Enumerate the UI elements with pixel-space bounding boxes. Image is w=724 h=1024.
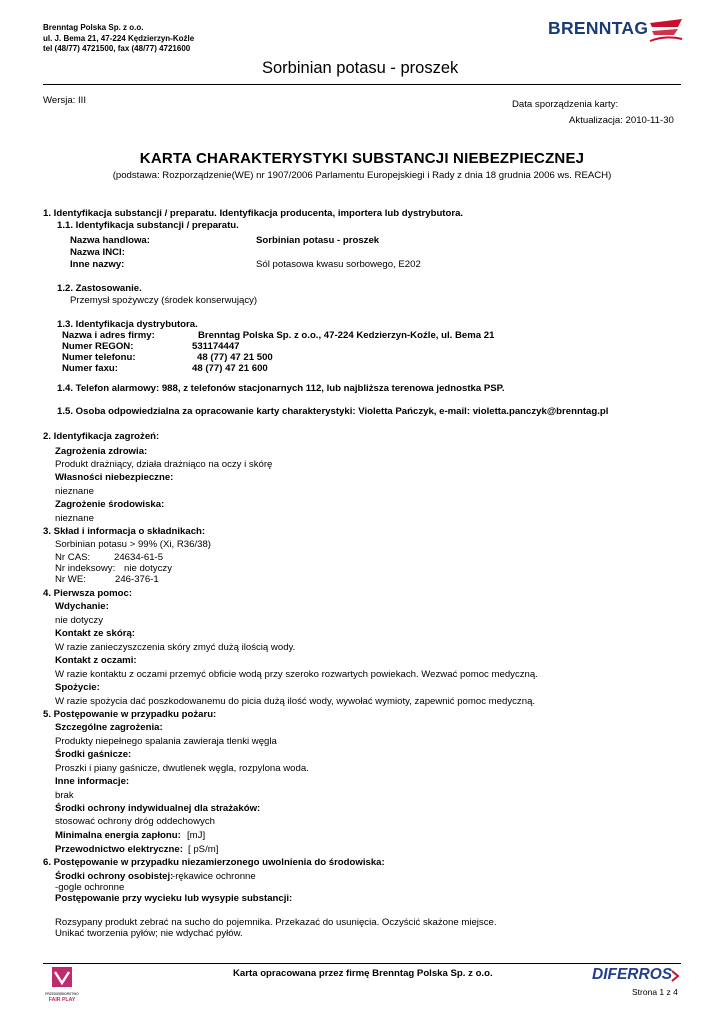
spill-procedure-label: Postępowanie przy wycieku lub wysypie substancji: [55, 893, 293, 904]
personal-protection-value-2: -gogle ochronne [55, 882, 125, 893]
index-value: nie dotyczy [124, 563, 172, 574]
special-hazards-value: Produkty niepełnego spalania zawieraja tlenki węgla [55, 736, 277, 747]
company-address: ul. J. Bema 21, 47-224 Kędzierzyn-Koźle [43, 33, 195, 43]
dangerous-properties-label: Własności niebezpieczne: [55, 472, 174, 483]
conductivity-value: [ pS/m] [188, 844, 219, 855]
other-names-label: Inne nazwy: [70, 259, 125, 270]
product-title: Sorbinian potasu - proszek [262, 59, 459, 77]
inci-label: Nazwa INCI: [70, 247, 125, 258]
other-info-label: Inne informacje: [55, 776, 130, 787]
spill-procedure-value-2: Unikać tworzenia pyłów; nie wdychać pyłów. [55, 928, 243, 939]
fax-label: Numer faxu: [62, 363, 118, 374]
inhalation-label: Wdychanie: [55, 601, 109, 612]
fax-value: 48 (77) 47 21 600 [192, 363, 268, 374]
dangerous-properties-value: nieznane [55, 486, 94, 497]
company-name: Brenntag Polska Sp. z o.o. [43, 23, 144, 32]
section5-heading: 5. Postępowanie w przypadku pożaru: [43, 709, 217, 720]
trade-name-label: Nazwa handlowa: [70, 235, 150, 246]
application-value: Przemysł spożywczy (środek konserwujący) [70, 295, 258, 306]
cas-value: 24634-61-5 [114, 552, 164, 563]
section1-heading: 1. Identyfikacja substancji / preparatu. Identyfikacja producenta, importera lub dystrybutora. [43, 208, 464, 219]
health-hazards-label: Zagrożenia zdrowia: [55, 446, 148, 457]
firefighter-protection-label: Środki ochrony indywidualnej dla strażaków: [55, 803, 261, 814]
extinguishing-label: Środki gaśnicze: [55, 749, 132, 760]
eye-contact-value: W razie kontaktu z oczami przemyć obficie wodą przy szeroko rozwartych powiekach. Wezwać pomoc medyczną. [55, 669, 538, 680]
other-names-value: Sól potasowa kwasu sorbowego, E202 [256, 259, 421, 270]
environment-hazard-label: Zagrożenie środowiska: [55, 499, 165, 510]
phone-label: Numer telefonu: [62, 352, 136, 363]
section2-heading: 2. Identyfikacja zagrożeń: [43, 431, 160, 442]
firefighter-protection-value: stosować ochrony dróg oddechowych [55, 816, 215, 827]
other-info-value: brak [55, 790, 74, 801]
index-label: Nr indeksowy: [55, 563, 116, 574]
personal-protection-value-1: -rękawice ochronne [172, 871, 256, 882]
version-label: Wersja: III [43, 95, 87, 106]
ignition-energy-value: [mJ] [187, 830, 206, 841]
section1-3-heading: 1.3. Identyfikacja dystrybutora. [57, 319, 198, 330]
distributor-name-value: Brenntag Polska Sp. z o.o., 47-224 Kedzierzyn-Koźle, ul. Bema 21 [198, 330, 495, 341]
emergency-phone: 1.4. Telefon alarmowy: 988, z telefonów stacjonarnych 112, lub najbliższa terenowa jednostka PSP. [57, 383, 505, 394]
section3-heading: 3. Skład i informacja o składnikach: [43, 526, 206, 537]
company-phone: tel (48/77) 4721500, fax (48/77) 4721600 [43, 44, 191, 53]
skin-contact-value: W razie zanieczyszczenia skóry zmyć dużą ilością wody. [55, 642, 296, 653]
diferros-logo [592, 966, 682, 986]
distributor-name-label: Nazwa i adres firmy: [62, 330, 155, 341]
ignition-energy-label: Minimalna energia zapłonu: [55, 830, 181, 841]
special-hazards-label: Szczególne zagrożenia: [55, 722, 163, 733]
skin-contact-label: Kontakt ze skórą: [55, 628, 135, 639]
section4-heading: 4. Pierwsza pomoc: [43, 588, 133, 599]
extinguishing-value: Proszki i piany gaśnicze, dwutlenek węgla, rozpylona woda. [55, 763, 309, 774]
section6-heading: 6. Postępowanie w przypadku niezamierzonego uwolnienia do środowiska: [43, 857, 385, 868]
composition-value: Sorbinian potasu > 99% (Xi, R36/38) [55, 539, 211, 550]
brenntag-logo-text: BRENNTAG [548, 18, 649, 38]
trade-name-value: Sorbinian potasu - proszek [256, 235, 380, 246]
fair-play-emblem-icon [51, 966, 73, 988]
spill-procedure-value-1: Rozsypany produkt zebrać na sucho do pojemnika. Przekazać do usunięcia. Oczyścić skażone miejsce. [55, 917, 497, 928]
we-label: Nr WE: [55, 574, 86, 585]
prepared-by: Karta opracowana przez firmę Brenntag Polska Sp. z o.o. [233, 968, 493, 979]
document-basis: (podstawa: Rozporządzenie(WE) nr 1907/2006 Parlamentu Europejskiegi i Rady z dnia 18 grudnia 2006 ws. REACH) [112, 170, 612, 181]
inhalation-value: nie dotyczy [55, 615, 103, 626]
page-number: Strona 1 z 4 [632, 987, 678, 997]
phone-value: 48 (77) 47 21 500 [197, 352, 273, 363]
header-divider [43, 84, 681, 85]
date-created-label: Data sporządzenia karty: [512, 99, 619, 110]
ingestion-value: W razie spożycia dać poszkodowanemu do picia dużą ilość wody, wywołać wymioty, zapewnić pomoc medyczną. [55, 696, 536, 707]
company-header [43, 23, 194, 55]
update-date: Aktualizacja: 2010-11-30 [569, 115, 674, 126]
diferros-logo-text: DIFERROS [592, 966, 673, 983]
health-hazards-value: Produkt drażniący, działa drażniąco na oczy i skórę [55, 459, 273, 470]
fair-play-text: PRZEDSIĘBIORSTWO FAIR PLAY [45, 992, 79, 1003]
section1-2-heading: 1.2. Zastosowanie. [57, 283, 142, 294]
responsible-person: 1.5. Osoba odpowiedzialna za opracowanie karty charakterystyki: Violetta Pańczyk, e-mail: violetta.panczyk@brenntag.pl [57, 406, 609, 417]
environment-hazard-value: nieznane [55, 513, 94, 524]
brenntag-logo [548, 15, 683, 55]
brenntag-swoosh-icon [648, 17, 684, 47]
ingestion-label: Spożycie: [55, 682, 100, 693]
document-title: KARTA CHARAKTERYSTYKI SUBSTANCJI NIEBEZPIECZNEJ [139, 150, 585, 167]
footer-divider [43, 963, 681, 964]
eye-contact-label: Kontakt z oczami: [55, 655, 137, 666]
conductivity-label: Przewodnictwo elektryczne: [55, 844, 183, 855]
regon-label: Numer REGON: [62, 341, 134, 352]
fair-play-logo [45, 966, 79, 1006]
diferros-arrow-icon [670, 970, 680, 982]
regon-value: 531174447 [192, 341, 240, 352]
personal-protection-label: Środki ochrony osobistej: [55, 871, 174, 882]
we-value: 246-376-1 [115, 574, 159, 585]
cas-label: Nr CAS: [55, 552, 91, 563]
section1-1-heading: 1.1. Identyfikacja substancji / preparatu. [57, 220, 239, 231]
